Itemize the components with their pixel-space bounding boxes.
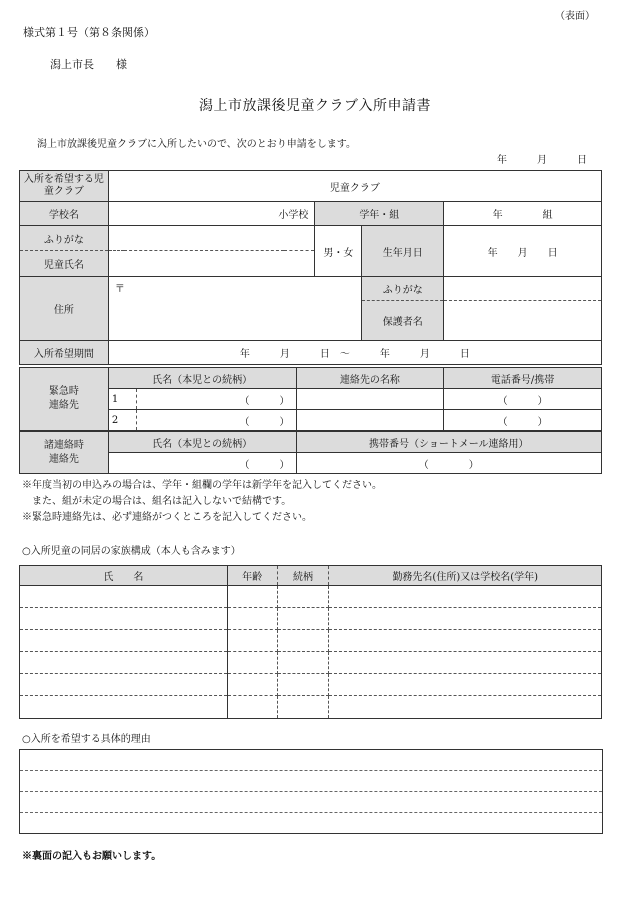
emergency-label: 緊急時 連絡先 (20, 368, 109, 431)
contact-name-field[interactable] (108, 453, 296, 474)
furigana-field[interactable] (108, 226, 315, 251)
emergency-row-1-contact[interactable] (296, 389, 444, 410)
family-table (19, 565, 602, 719)
paren: （ ） (497, 395, 548, 407)
emergency-row-2-name[interactable] (136, 410, 296, 431)
period-label: 入所希望期間 (20, 341, 109, 365)
emergency-row-2-contact[interactable] (296, 410, 444, 431)
family-row-relation[interactable] (277, 652, 329, 674)
family-row-work[interactable] (329, 652, 602, 674)
page-title: 潟上市放課後児童クラブ入所申請書 (199, 98, 431, 114)
reason-heading: ○入所を希望する具体的理由 (22, 734, 151, 745)
emergency-row-1-number: 1 (108, 389, 136, 410)
paren: （ ） (239, 395, 290, 407)
paren: （ ） (239, 459, 290, 471)
paren: （ ） (418, 459, 479, 471)
family-row-age[interactable] (227, 630, 277, 652)
contact-col-mobile: 携帯番号（ショートメール連絡用） (296, 432, 601, 453)
contact-label: 諸連絡時 連絡先 (20, 432, 109, 474)
family-row-relation[interactable] (277, 674, 329, 696)
guardian-furigana-label: ふりがな (362, 277, 444, 301)
family-row-age[interactable] (227, 674, 277, 696)
birth-field[interactable] (444, 226, 602, 277)
school-suffix: 小学校 (278, 210, 309, 221)
child-name-label: 児童氏名 (20, 251, 109, 277)
footer-note: ※裏面の記入もお願いします。 (22, 851, 162, 862)
contact-mobile-field[interactable] (296, 453, 601, 474)
family-row-name[interactable] (20, 674, 228, 696)
note-1: ※年度当初の申込みの場合は、学年・組欄の学年は新学年を記入してください。 (22, 480, 382, 491)
emergency-table (19, 367, 602, 431)
paren: （ ） (239, 416, 290, 428)
family-row-work[interactable] (329, 630, 602, 652)
side-label: （表面） (555, 11, 595, 22)
family-row-name[interactable] (20, 586, 228, 608)
family-row-work[interactable] (329, 586, 602, 608)
gender-options: 男・女 (323, 247, 354, 259)
family-row-relation[interactable] (277, 586, 329, 608)
postal-mark: 〒 (114, 284, 125, 295)
contact-table (19, 431, 602, 474)
school-label: 学校名 (20, 202, 109, 226)
address-field[interactable] (108, 277, 362, 341)
reason-line (20, 791, 602, 792)
family-row-name[interactable] (20, 630, 228, 652)
emergency-row-1-phone[interactable] (444, 389, 602, 410)
family-heading: ○入所児童の同居の家族構成（本人も含みます） (22, 546, 241, 557)
form-number: 様式第１号（第８条関係） (23, 26, 155, 39)
family-col-work: 勤務先名(住所)又は学校名(学年) (329, 566, 602, 586)
note-2: また、組が未定の場合は、組名は記入しないで結構です。 (22, 496, 292, 507)
family-col-relation: 続柄 (277, 566, 329, 586)
family-row-work[interactable] (329, 674, 602, 696)
club-label: 入所を希望する児童クラブ (20, 171, 109, 202)
furigana-label: ふりがな (20, 226, 109, 251)
club-suffix: 児童クラブ (329, 182, 380, 194)
emergency-row-2-number: 2 (108, 410, 136, 431)
reason-line (20, 770, 602, 771)
family-col-age: 年齢 (227, 566, 277, 586)
guardian-furigana-field[interactable] (444, 277, 602, 301)
emergency-row-2-phone[interactable] (444, 410, 602, 431)
period-field[interactable] (108, 341, 601, 365)
paren: （ ） (497, 416, 548, 428)
birth-label: 生年月日 (362, 226, 444, 277)
reason-line (20, 812, 602, 813)
family-row-relation[interactable] (277, 630, 329, 652)
family-row-name[interactable] (20, 608, 228, 630)
emergency-col-phone: 電話番号/携帯 (444, 368, 602, 389)
club-field[interactable] (108, 171, 601, 202)
period-value: 年 月 日 〜 年 月 日 (239, 349, 470, 360)
family-col-name: 氏 名 (20, 566, 228, 586)
family-row-work[interactable] (329, 696, 602, 719)
grade-label: 学年・組 (315, 202, 444, 226)
addressee: 潟上市長 様 (50, 58, 127, 71)
family-row-age[interactable] (227, 586, 277, 608)
school-field[interactable] (108, 202, 315, 226)
reason-box[interactable] (19, 749, 603, 834)
note-3: ※緊急時連絡先は、必ず連絡がつくところを記入してください。 (22, 512, 312, 523)
intro-text: 潟上市放課後児童クラブに入所したいので、次のとおり申請をします。 (37, 139, 356, 150)
emergency-col-name: 氏名（本児との続柄） (108, 368, 296, 389)
family-row-name[interactable] (20, 696, 228, 719)
emergency-col-contact: 連絡先の名称 (296, 368, 444, 389)
grade-value: 年 組 (492, 210, 553, 221)
application-form (19, 170, 602, 365)
guardian-label: 保護者名 (362, 301, 444, 341)
family-row-age[interactable] (227, 608, 277, 630)
contact-col-name: 氏名（本児との続柄） (108, 432, 296, 453)
address-label: 住所 (20, 277, 109, 341)
family-row-name[interactable] (20, 652, 228, 674)
family-row-relation[interactable] (277, 608, 329, 630)
family-row-age[interactable] (227, 652, 277, 674)
birth-value: 年 月 日 (487, 247, 558, 259)
application-date: 年 月 日 (497, 155, 587, 166)
family-row-relation[interactable] (277, 696, 329, 719)
family-row-age[interactable] (227, 696, 277, 719)
child-name-field[interactable] (108, 251, 315, 277)
emergency-row-1-name[interactable] (136, 389, 296, 410)
family-row-work[interactable] (329, 608, 602, 630)
gender-field[interactable] (315, 226, 362, 277)
guardian-field[interactable] (444, 301, 602, 341)
grade-field[interactable] (444, 202, 602, 226)
